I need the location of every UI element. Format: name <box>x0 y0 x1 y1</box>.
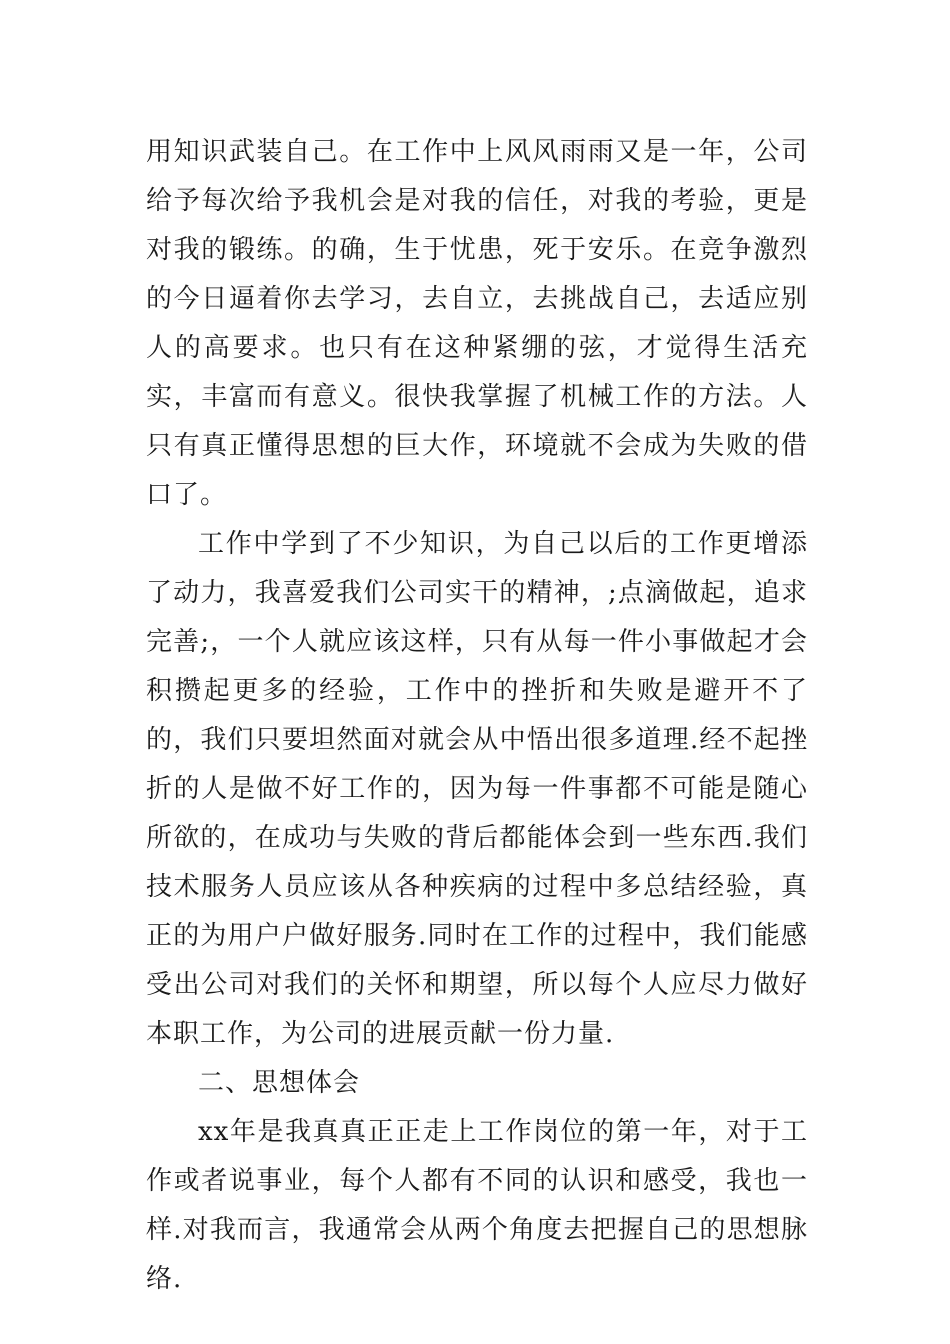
paragraph-first-year: xx年是我真真正正走上工作岗位的第一年，对于工作或者说事业，每个人都有不同的认识和感受，我也一样.对我而言，我通常会从两个角度去把握自己的思想脉络. <box>146 1117 808 1294</box>
paragraph-continuation: 用知识武装自己。在工作中上风风雨雨又是一年，公司给予每次给予我机会是对我的信任，对我的考验，更是对我的锻练。的确，生于忧患，死于安乐。在竞争激烈的今日逼着你去学习，去自立，去挑战自己，去适应别人的高要求。也只有在这种紧绷的弦，才觉得生活充实，丰富而有意义。很快我掌握了机械工作的方法。人只有真正懂得思想的巨大作，环境就不会成为失败的借口了。 <box>146 137 808 510</box>
section-heading-thoughts: 二、思想体会 <box>198 1068 361 1098</box>
paragraph-work-learning: 工作中学到了不少知识，为自己以后的工作更增添了动力，我喜爱我们公司实干的精神，;点滴做起，追求完善;，一个人就应该这样，只有从每一件小事做起才会积攒起更多的经验，工作中的挫折和失败是避开不了的，我们只要坦然面对就会从中悟出很多道理.经不起挫折的人是做不好工作的，因为每一件事都不可能是随心所欲的，在成功与失败的背后都能体会到一些东西.我们技术服务人员应该从各种疾病的过程中多总结经验，真正的为用户户做好服务.同时在工作的过程中，我们能感受出公司对我们的关怀和期望，所以每个人应尽力做好本职工作，为公司的进展贡献一份力量. <box>146 529 808 1049</box>
document-body <box>146 128 808 1304</box>
